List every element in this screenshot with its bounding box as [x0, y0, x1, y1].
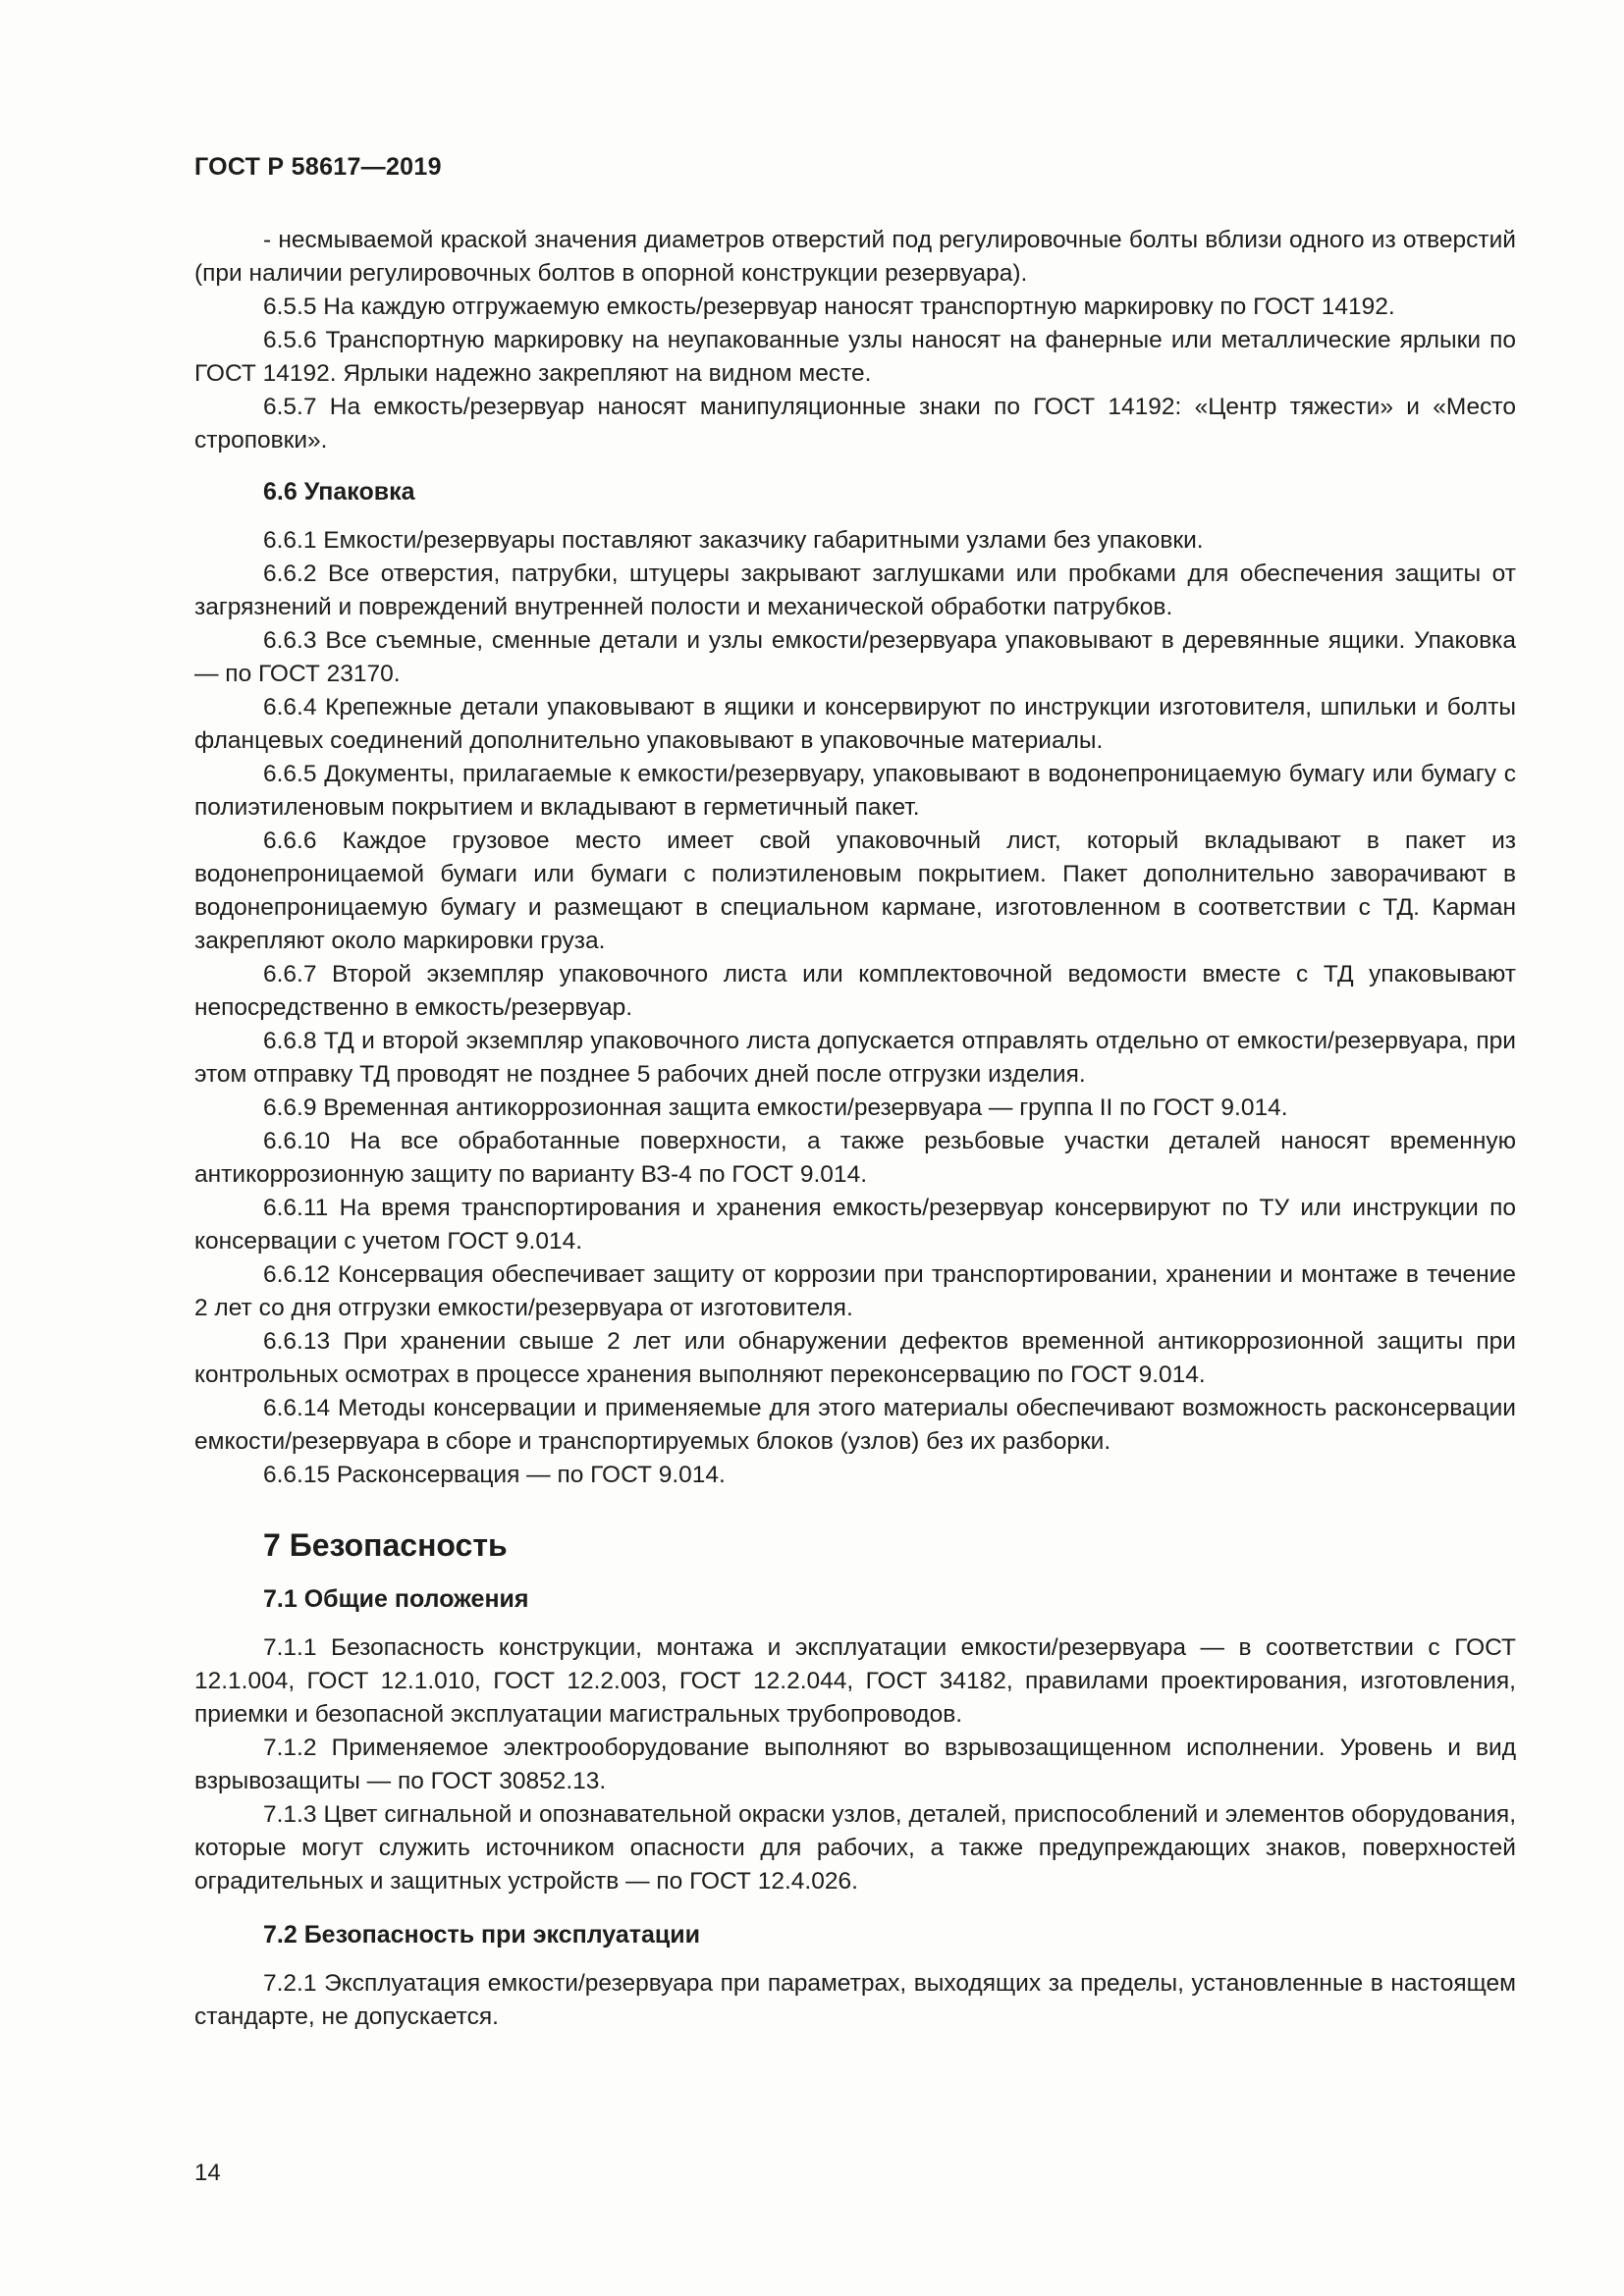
paragraph: 6.6.15 Расконсервация — по ГОСТ 9.014. — [263, 1462, 726, 1488]
paragraph: 6.6.12 Консервация обеспечивает защиту от коррозии при транспортировании, хранении и монтаже в течение 2 лет со дня отгрузки емкости/резервуара от изготовителя. — [194, 1261, 1516, 1321]
document-body — [194, 224, 1516, 2034]
paragraph: 6.6.14 Методы консервации и применяемые для этого материалы обеспечивают возможность расконсервации емкости/резервуара в сборе и транспортируемых блоков (узлов) без их разборки. — [194, 1395, 1516, 1455]
paragraph: 6.5.7 На емкость/резервуар наносят манипуляционные знаки по ГОСТ 14192: «Центр тяжести» и «Место строповки». — [194, 394, 1516, 454]
paragraph: 7.1.1 Безопасность конструкции, монтажа и эксплуатации емкости/резервуара — в соответствии с ГОСТ 12.1.004, ГОСТ 12.1.010, ГОСТ 12.2.003, ГОСТ 12.2.044, ГОСТ 34182, правилами проектирования, изготовления, приемки и безопасной эксплуатации магистральных трубопроводов. — [194, 1634, 1516, 1728]
paragraph: 6.6.4 Крепежные детали упаковывают в ящики и консервируют по инструкции изготовителя, шпильки и болты фланцевых соединений дополнительно упаковывают в упаковочные материалы. — [194, 694, 1516, 754]
paragraph: 6.6.1 Емкости/резервуары поставляют заказчику габаритными узлами без упаковки. — [263, 527, 1204, 554]
paragraph: 6.6.13 При хранении свыше 2 лет или обнаружении дефектов временной антикоррозионной защиты при контрольных осмотрах в процессе хранения выполняют переконсервацию по ГОСТ 9.014. — [194, 1328, 1516, 1388]
paragraph: 7.1.3 Цвет сигнальной и опознавательной окраски узлов, деталей, приспособлений и элементов оборудования, которые могут служить источником опасности для рабочих, а также предупреждающих знаков, поверхностей оградительных и защитных устройств — по ГОСТ 12.4.026. — [194, 1801, 1516, 1895]
paragraph: 6.6.10 На все обработанные поверхности, а также резьбовые участки деталей наносят временную антикоррозионную защиту по варианту ВЗ-4 по ГОСТ 9.014. — [194, 1128, 1516, 1188]
paragraph: 6.6.9 Временная антикоррозионная защита емкости/резервуара — группа II по ГОСТ 9.014. — [263, 1095, 1288, 1121]
document-header: ГОСТ Р 58617—2019 — [194, 153, 442, 181]
paragraph: - несмываемой краской значения диаметров отверстий под регулировочные болты вблизи одного из отверстий (при наличии регулировочных болтов в опорной конструкции резервуара). — [194, 227, 1516, 287]
paragraph: 6.6.7 Второй экземпляр упаковочного листа или комплектовочной ведомости вместе с ТД упаковывают непосредственно в емкость/резервуар. — [194, 961, 1516, 1021]
paragraph: 6.5.5 На каждую отгружаемую емкость/резервуар наносят транспортную маркировку по ГОСТ 14192. — [263, 294, 1395, 320]
paragraph: 6.6.2 Все отверстия, патрубки, штуцеры закрывают заглушками или пробками для обеспечения защиты от загрязнений и повреждений внутренней полости и механической обработки патрубков. — [194, 561, 1516, 620]
paragraph: 7.1.2 Применяемое электрооборудование выполняют во взрывозащищенном исполнении. Уровень и вид взрывозащиты — по ГОСТ 30852.13. — [194, 1735, 1516, 1794]
section-heading-7: 7 Безопасность — [263, 1527, 508, 1563]
section-heading-7-1: 7.1 Общие положения — [263, 1585, 529, 1613]
paragraph: 6.5.6 Транспортную маркировку на неупакованные узлы наносят на фанерные или металлические ярлыки по ГОСТ 14192. Ярлыки надежно закрепляют на видном месте. — [194, 327, 1516, 387]
section-heading-6-6: 6.6 Упаковка — [263, 478, 415, 506]
paragraph: 6.6.11 На время транспортирования и хранения емкость/резервуар консервируют по ТУ или инструкции по консервации с учетом ГОСТ 9.014. — [194, 1195, 1516, 1255]
page-number: 14 — [194, 2160, 221, 2186]
paragraph: 6.6.5 Документы, прилагаемые к емкости/резервуару, упаковывают в водонепроницаемую бумагу или бумагу с полиэтиленовым покрытием и вкладывают в герметичный пакет. — [194, 761, 1516, 821]
paragraph: 6.6.8 ТД и второй экземпляр упаковочного листа допускается отправлять отдельно от емкости/резервуара, при этом отправку ТД проводят не позднее 5 рабочих дней после отгрузки изделия. — [194, 1028, 1516, 1088]
paragraph: 7.2.1 Эксплуатация емкости/резервуара при параметрах, выходящих за пределы, установленные в настоящем стандарте, не допускается. — [194, 1970, 1516, 2030]
paragraph: 6.6.6 Каждое грузовое место имеет свой упаковочный лист, который вкладывают в пакет из водонепроницаемой бумаги или бумаги с полиэтиленовым покрытием. Пакет дополнительно заворачивают в водонепроницаемую бумагу и размещают в специальном кармане, изготовленном в соответствии с ТД. Карман закрепляют около маркировки груза. — [194, 828, 1516, 954]
section-heading-7-2: 7.2 Безопасность при эксплуатации — [263, 1921, 701, 1949]
paragraph: 6.6.3 Все съемные, сменные детали и узлы емкости/резервуара упаковывают в деревянные ящики. Упаковка — по ГОСТ 23170. — [194, 627, 1516, 687]
